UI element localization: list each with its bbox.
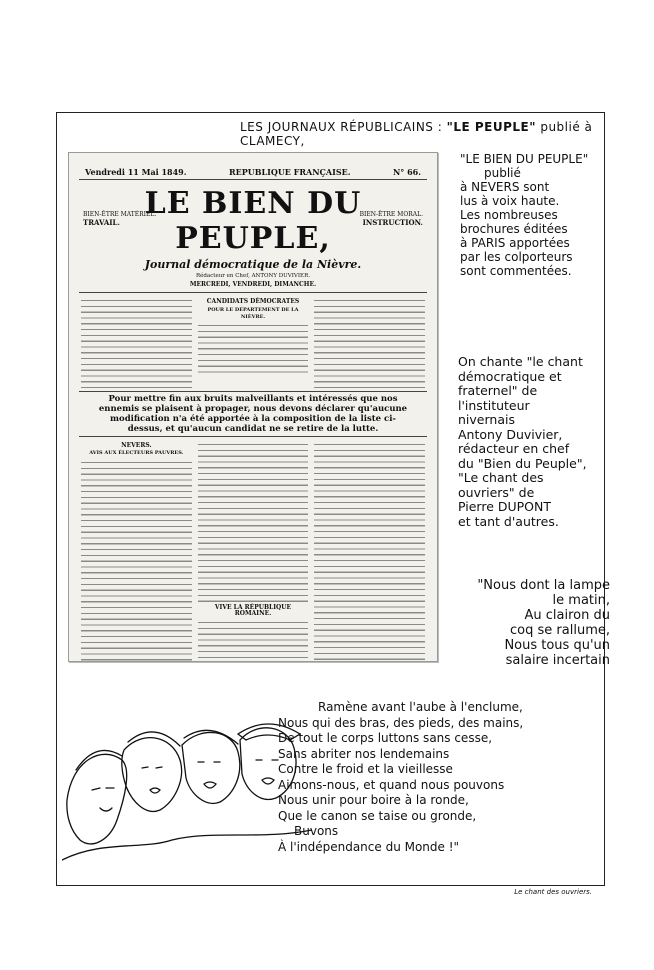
song-line: Au clairon du <box>524 608 610 623</box>
right-motto-word: INSTRUCTION. <box>362 218 423 227</box>
song-credit: Le chant des ouvriers. <box>514 888 592 896</box>
song-line: Contre le froid et la vieillesse <box>278 762 453 776</box>
newspaper-subtitle: Journal démocratique de la Nièvre. <box>144 258 362 271</box>
nevers-line: par les colporteurs <box>460 250 573 264</box>
candidates-heading: CANDIDATS DÉMOCRATES <box>206 298 300 305</box>
chant-note <box>458 355 608 529</box>
chant-line: Antony Duvivier, <box>458 426 563 442</box>
song-line: Que le canon se taise ou gronde, <box>278 808 477 823</box>
chant-line: du "Bien du Peuple", <box>458 455 587 471</box>
newspaper-col-left <box>81 297 192 389</box>
newspaper-date: Vendredi 11 Mai 1849. <box>85 167 187 177</box>
nevers-line: brochures éditées <box>460 222 568 236</box>
chant-line: fraternel" de <box>458 383 538 398</box>
song-line: Sans abriter nos lendemains <box>278 746 450 761</box>
song-line: salaire incertain <box>505 653 610 668</box>
newspaper-rule <box>79 292 427 293</box>
song-line: Nous tous qu'un <box>504 638 610 653</box>
song-line: le matin, <box>552 593 610 608</box>
chant-line: "Le chant des <box>458 470 544 485</box>
chant-line: l'instituteur <box>458 397 530 413</box>
nevers-line: sont commentées. <box>460 264 572 278</box>
song-line: À l'indépendance du Monde !" <box>278 839 460 854</box>
left-motto-text: BIEN-ÊTRE MATÉRIEL. <box>83 211 157 218</box>
left-motto-word: TRAVAIL. <box>83 218 120 227</box>
nevers-heading: NEVERS. <box>121 442 152 449</box>
candidates-subheading: POUR LE DÉPARTEMENT DE LA NIÈVRE. <box>207 307 299 320</box>
song-line: De tout le corps luttons sans cesse, <box>278 731 493 745</box>
caption-prefix: LES JOURNAUX RÉPUBLICAINS : <box>240 120 447 134</box>
chant-line: Pierre DUPONT <box>458 499 552 514</box>
newspaper-left-motto <box>83 211 156 227</box>
song-line: Nous unir pour boire à la ronde, <box>278 793 469 807</box>
newspaper-lower-col-2 <box>198 441 309 662</box>
nevers-line: publié <box>484 166 521 180</box>
song-verse-left <box>278 700 608 855</box>
chant-line: ouvriers" de <box>458 484 535 500</box>
song-line: "Nous dont la lampe <box>477 578 610 593</box>
newspaper-header-bar <box>79 153 427 180</box>
rome-heading: VIVE LA RÉPUBLIQUE ROMAINE. <box>214 604 292 617</box>
nevers-line: Les nombreuses <box>460 208 558 222</box>
caption-suffix: publié à CLAMECY, <box>240 120 593 148</box>
song-line: Aimons-nous, et quand nous pouvons <box>278 777 505 792</box>
song-line: Buvons <box>294 824 339 838</box>
song-line: coq se rallume, <box>510 623 610 638</box>
singing-crowd-drawing <box>62 690 312 884</box>
top-caption <box>240 120 654 148</box>
song-line: Ramène avant l'aube à l'enclume, <box>318 700 523 714</box>
song-verse-right <box>310 578 610 668</box>
nevers-line: à NEVERS sont <box>460 180 550 194</box>
chant-line: rédacteur en chef <box>458 441 570 456</box>
nevers-line: "LE BIEN DU PEUPLE" <box>460 152 589 166</box>
chant-line: nivernais <box>458 412 515 427</box>
newspaper-lower-col-1 <box>81 441 192 662</box>
newspaper-number: N° 66. <box>392 167 421 177</box>
newspaper-right-motto <box>360 211 423 227</box>
nevers-line: lus à voix haute. <box>460 194 560 208</box>
newspaper-banner: Pour mettre fin aux bruits malveillants et intéressés que nos ennemis se plaisent à propager, nous devons déclarer qu'aucune modification n'a été apportée à la composition de la liste ci-dessus, et qu'aucun candidat ne se retire de la lutte. <box>79 391 427 437</box>
avis-heading: AVIS AUX ÉLECTEURS PAUVRES. <box>89 449 184 456</box>
newspaper-title: LE BIEN DU PEUPLE, <box>144 186 362 256</box>
newspaper-days: MERCREDI, VENDREDI, DIMANCHE. <box>189 281 317 288</box>
newspaper-republic: REPUBLIQUE FRANÇAISE. <box>228 167 351 177</box>
chant-line: démocratique et <box>458 368 562 384</box>
newspaper-top-columns <box>69 297 437 389</box>
nevers-note <box>460 152 610 278</box>
chant-line: On chante "le chant <box>458 354 583 369</box>
newspaper-editor: Rédacteur en Chef, ANTONY DUVIVIER. <box>196 273 310 279</box>
chant-line: et tant d'autres. <box>458 513 559 529</box>
right-motto-text: BIEN-ÊTRE MORAL. <box>359 211 423 218</box>
caption-title: "LE PEUPLE" <box>446 120 537 134</box>
newspaper-col-right <box>314 297 425 389</box>
song-line: Nous qui des bras, des pieds, des mains, <box>278 715 524 730</box>
newspaper-col-middle <box>198 297 309 389</box>
nevers-line: à PARIS apportées <box>460 236 570 250</box>
